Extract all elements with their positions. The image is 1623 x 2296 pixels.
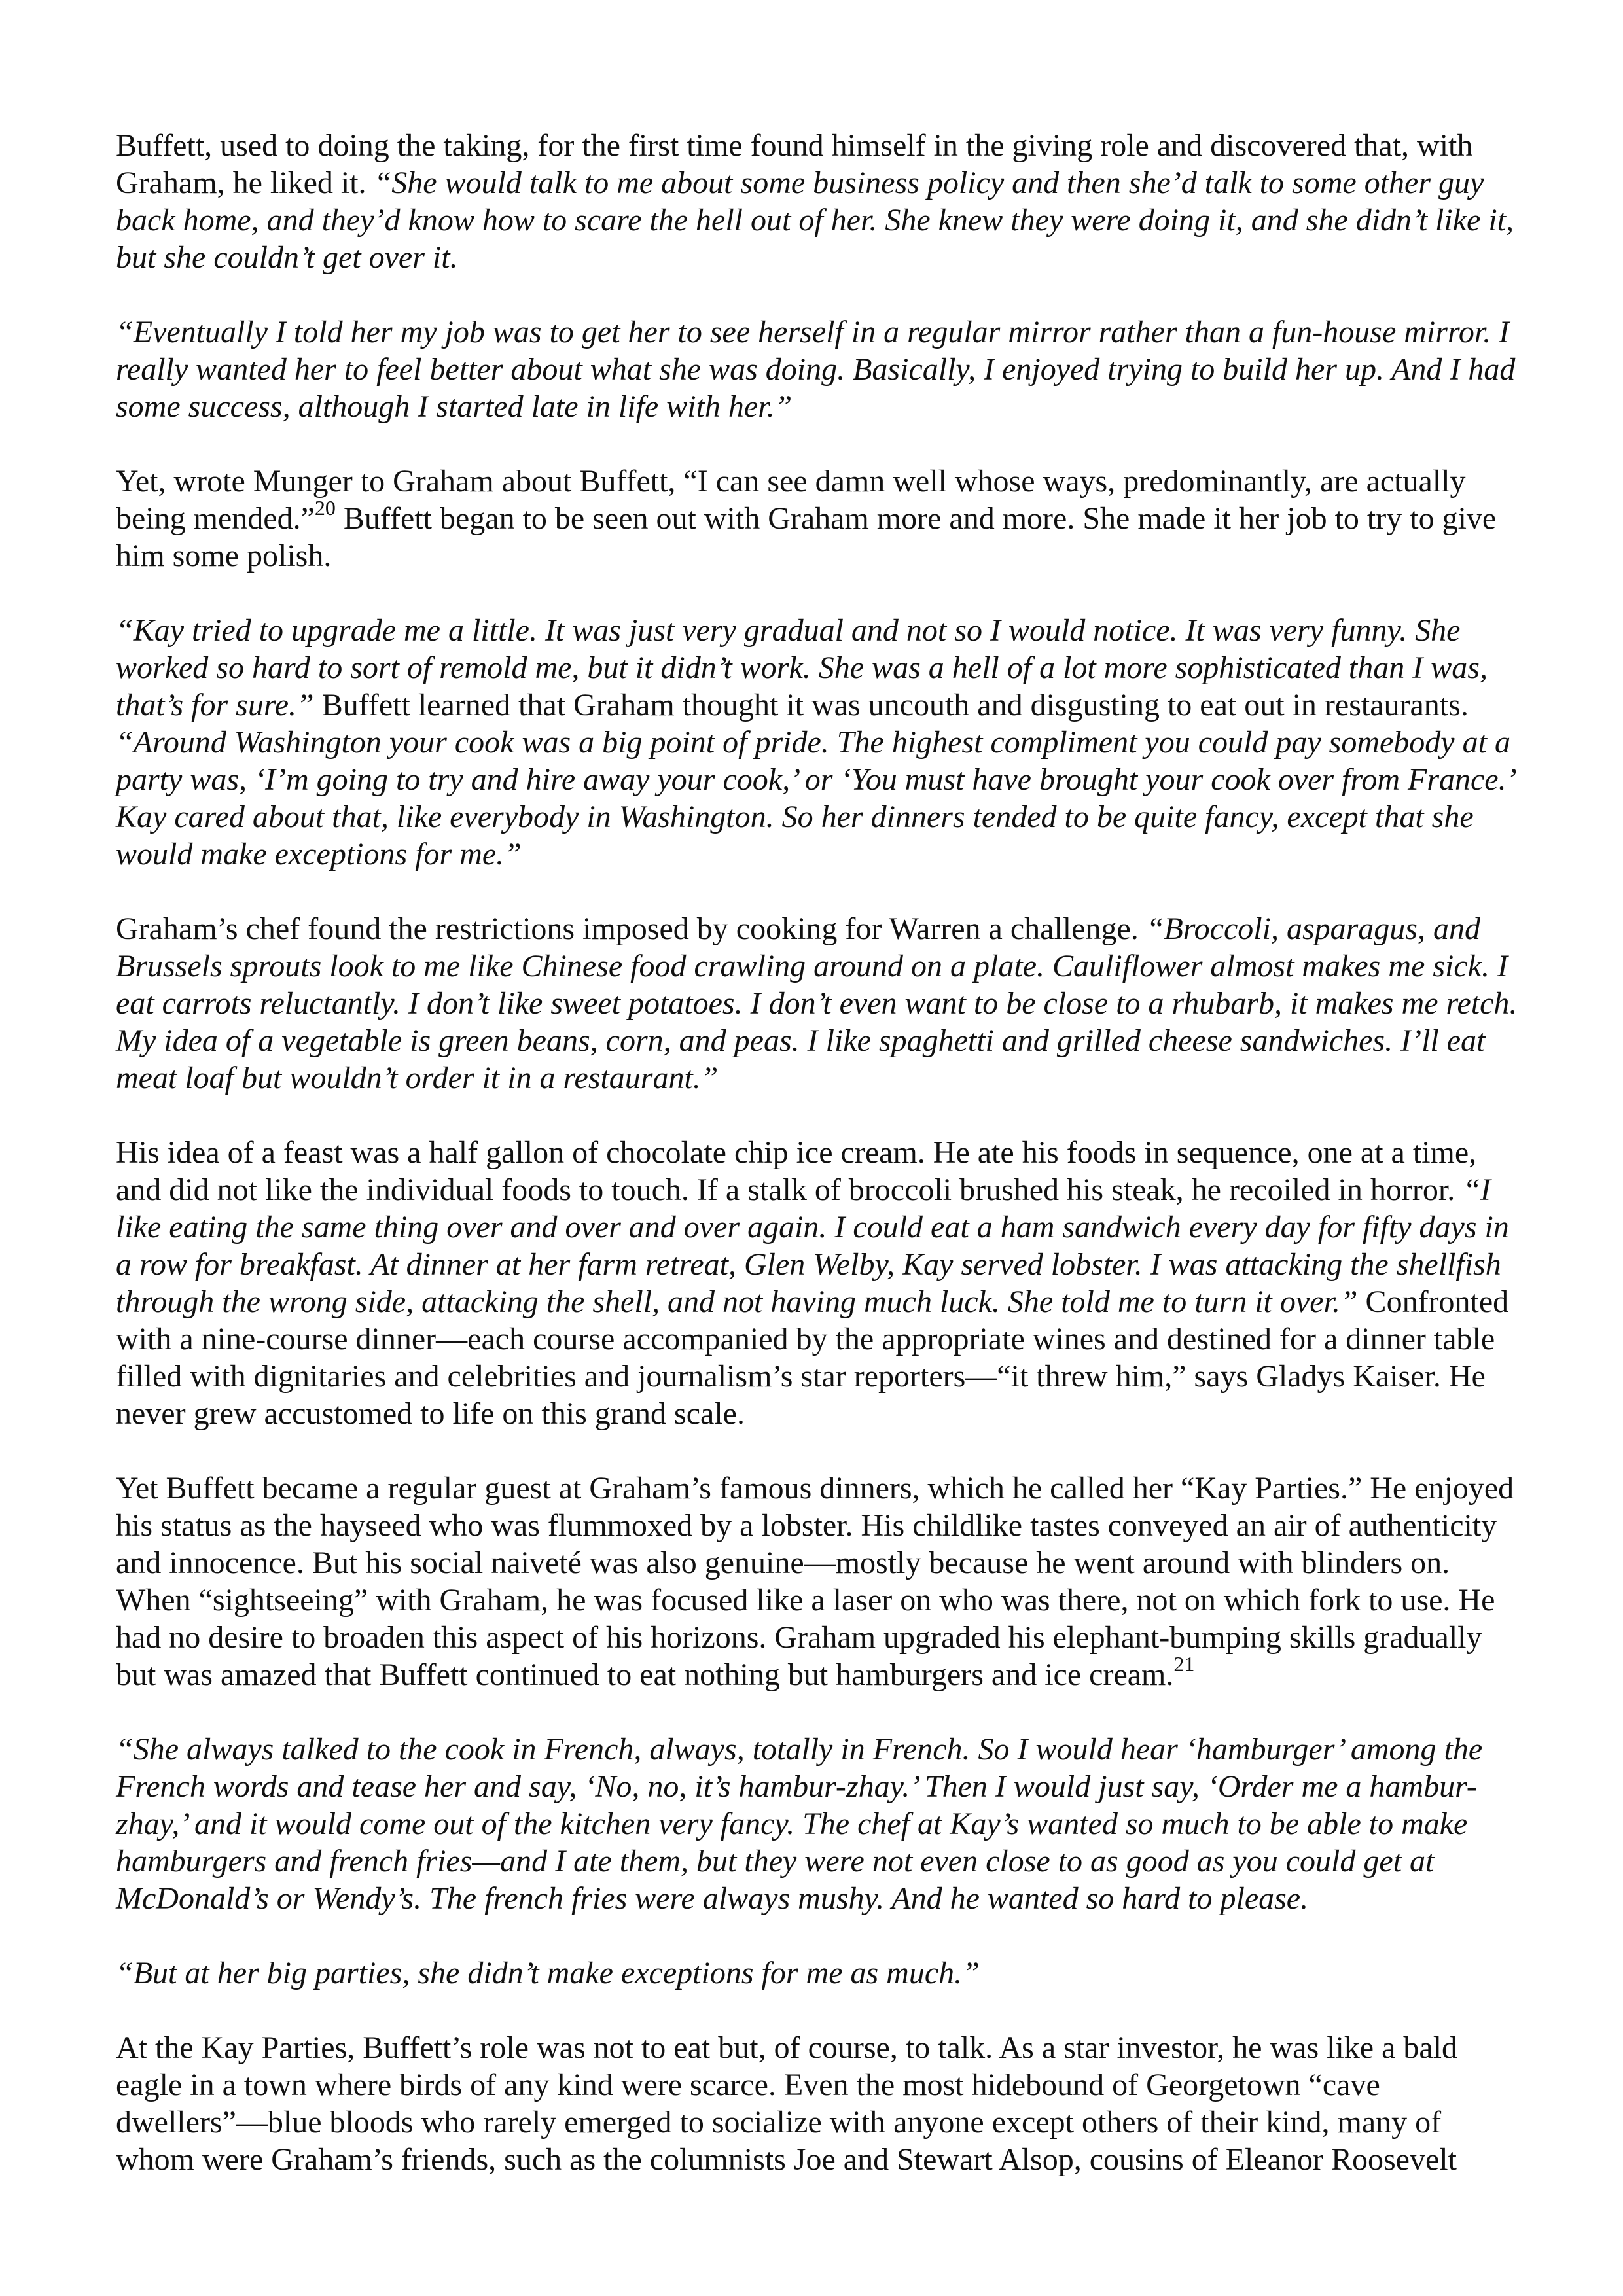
paragraph (116, 2029, 1523, 2178)
quote-text: “Eventually I told her my job was to get her to see herself in a regular mirror rather than a fun-house mirror. I really wanted her to feel better about what she was doing. Basically, I enjoyed trying to build her up. And I had some success, although I started late in life with her.” (116, 315, 1516, 424)
paragraph (116, 1134, 1523, 1432)
paragraph (116, 1470, 1523, 1693)
quote-text: “But at her big parties, she didn’t make exceptions for me as much.” (116, 1956, 980, 1990)
paragraph (116, 463, 1523, 574)
paragraph (116, 313, 1523, 425)
footnote-ref: 20 (314, 496, 336, 520)
paragraph (116, 1731, 1523, 1917)
paragraph (116, 612, 1523, 873)
quote-text: “Kay tried to upgrade me a little. It was just very gradual and not so I would notice. It was very funny. She worked so hard to sort of remold me, but it didn’t work. She was a hell of a lot more sophisticated than I was, that’s for sure.” (116, 613, 1488, 722)
body-text: Graham’s chef found the restrictions imposed by cooking for Warren a challenge. (116, 911, 1147, 946)
body-text: Yet Buffett became a regular guest at Graham’s famous dinners, which he called her “Kay Parties.” He enjoyed his status as the hayseed who was flummoxed by a lobster. His childlike tastes conveyed an air of authenticity and innocence. But his social naiveté was also genuine—mostly because he went around with blinders on. When “sightseeing” with Graham, he was focused like a laser on who was there, not on which fork to use. He had no desire to broaden this aspect of his horizons. Graham upgraded his elephant-bumping skills gradually but was amazed that Buffett continued to eat nothing but hamburgers and ice cream. (116, 1471, 1514, 1692)
document-page (116, 127, 1523, 2178)
quote-text: “Broccoli, asparagus, and Brussels sprouts look to me like Chinese food crawling around on a plate. Cauliflower almost makes me sick. I eat carrots reluctantly. I don’t like sweet potatoes. I don’t even want to be close to a rhubarb, it makes me retch. My idea of a vegetable is green beans, corn, and peas. I like spaghetti and grilled cheese sandwiches. I’ll eat meat loaf but wouldn’t order it in a restaurant.” (116, 911, 1518, 1095)
body-text: Yet, wrote Munger to Graham about Buffett, “I can see damn well whose ways, predominantly, are actually being mended.” (116, 464, 1466, 536)
body-text: Buffett, used to doing the taking, for the first time found himself in the giving role and discovered that, with Graham, he liked it. (116, 128, 1473, 200)
body-text: Buffett learned that Graham thought it was uncouth and disgusting to eat out in restaurants. (313, 688, 1469, 722)
body-text: Buffett began to be seen out with Graham more and more. She made it her job to try to give him some polish. (116, 501, 1497, 573)
paragraph (116, 1954, 1523, 1992)
quote-text: “I like eating the same thing over and over and over again. I could eat a ham sandwich every day for fifty days in a row for breakfast. At dinner at her farm retreat, Glen Welby, Kay served lobster. I was attacking the shellfish through the wrong side, attacking the shell, and not having much luck. She told me to turn it over.” (116, 1173, 1509, 1319)
body-text: At the Kay Parties, Buffett’s role was not to eat but, of course, to talk. As a star investor, he was like a bald eagle in a town where birds of any kind were scarce. Even the most hidebound of Georgetown “cave dwellers”—blue bloods who rarely emerged to socialize with anyone except others of their kind, many of whom were Graham’s friends, such as the columnists Joe and Stewart Alsop, cousins of Eleanor Roosevelt (116, 2030, 1458, 2177)
footnote-ref: 21 (1173, 1652, 1195, 1676)
paragraph (116, 910, 1523, 1097)
quote-text: “She always talked to the cook in French, always, totally in French. So I would hear ‘hamburger’ among the French words and tease her and say, ‘No, no, it’s hambur-zhay.’ Then I would just say, ‘Order me a hambur-zhay,’ and it would come out of the kitchen very fancy. The chef at Kay’s wanted so much to be able to make hamburgers and french fries—and I ate them, but they were not even close to as good as you could get at McDonald’s or Wendy’s. The french fries were always mushy. And he wanted so hard to please. (116, 1732, 1483, 1916)
body-text: Confronted with a nine-course dinner—each course accompanied by the appropriate wines and destined for a dinner table filled with dignitaries and celebrities and journalism’s star reporters—“it threw him,” says Gladys Kaiser. He never grew accustomed to life on this grand scale. (116, 1284, 1509, 1431)
quote-text: “Around Washington your cook was a big point of pride. The highest compliment you could pay somebody at a party was, ‘I’m going to try and hire away your cook,’ or ‘You must have brought your cook over from France.’ Kay cared about that, like everybody in Washington. So her dinners tended to be quite fancy, except that she would make exceptions for me.” (116, 725, 1514, 872)
quote-text: “She would talk to me about some business policy and then she’d talk to some other guy back home, and they’d know how to scare the hell out of her. She knew they were doing it, and she didn’t like it, but she couldn’t get over it. (116, 166, 1514, 275)
paragraph (116, 127, 1523, 276)
body-text: His idea of a feast was a half gallon of chocolate chip ice cream. He ate his foods in sequence, one at a time, and did not like the individual foods to touch. If a stalk of broccoli brushed his steak, he recoiled in horror. (116, 1135, 1477, 1207)
